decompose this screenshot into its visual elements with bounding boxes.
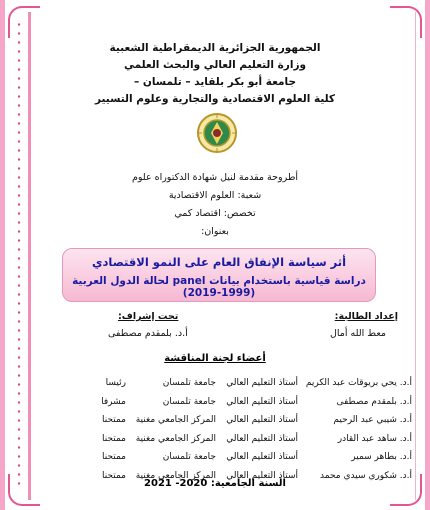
university-seal-icon — [196, 112, 238, 154]
header-university: جامعة أبو بكر بلقايد – تلمسان – — [133, 76, 297, 88]
corner-ornament — [8, 6, 40, 38]
student-label: إعداد الطالبة: — [334, 311, 398, 322]
committee-institution: المركز الجامعي مغنية — [135, 415, 216, 425]
committee-role: ممتحنا — [101, 433, 126, 444]
header-republic: الجمهورية الجزائرية الديمقراطية الشعبية — [109, 42, 321, 54]
supervisor-name: أ.د. بلمقدم مصطفى — [108, 328, 188, 339]
committee-name: أ.د. بلمقدم مصطفى — [336, 396, 412, 407]
dotted-border — [16, 20, 22, 490]
header-ministry: وزارة التعليم العالي والبحث العلمي — [123, 59, 307, 71]
committee-rank: أستاذ التعليم العالي — [226, 378, 298, 388]
header-faculty: كلية العلوم الاقتصادية والتجارية وعلوم التسيير — [94, 93, 336, 105]
committee-role: ممتحنا — [101, 415, 126, 425]
committee-rank: أستاذ التعليم العالي — [226, 470, 298, 481]
committee-name: أ.د. ساهد عبد القادر — [337, 433, 412, 444]
thesis-intro: أطروحة مقدمة لنيل شهادة الدكتوراه علوم — [131, 172, 299, 183]
committee-rank: أستاذ التعليم العالي — [226, 415, 298, 425]
committee-institution: جامعة تلمسان — [162, 378, 216, 388]
committee-institution: المركز الجامعي مغنية — [135, 470, 216, 481]
committee-role: رئيسا — [105, 378, 126, 388]
thesis-title-label: بعنوان: — [201, 226, 229, 237]
committee-heading: أعضاء لجنة المناقشة — [164, 353, 266, 364]
academic-year: السنة الجامعية: 2020- 2021 — [144, 478, 286, 489]
committee-institution: المركز الجامعي مغنية — [135, 433, 216, 444]
committee-name: أ.د. يحي بريوقات عبد الكريم — [305, 378, 412, 388]
committee-role: مشرفا — [101, 396, 126, 407]
thesis-title-line2: دراسة قياسية باستخدام بيانات panel لحالة الدول العربية (1999-2019) — [72, 275, 366, 299]
committee-rank: أستاذ التعليم العالي — [226, 433, 298, 444]
corner-ornament — [390, 6, 422, 38]
thesis-title-box — [62, 248, 376, 302]
student-name: معط الله أمال — [329, 328, 386, 339]
thesis-specialty: تخصص: اقتصاد كمي — [174, 208, 256, 219]
committee-institution: جامعة تلمسان — [162, 452, 216, 462]
committee-role: ممتحنا — [101, 470, 126, 481]
committee-name: أ.د. شيبي عبد الرحيم — [333, 415, 412, 425]
committee-name: أ.د. بطاهر سمير — [351, 452, 412, 462]
thesis-title-line1: أثر سياسة الإنفاق العام على النمو الاقتصادي — [91, 255, 347, 269]
committee-role: ممتحنا — [101, 452, 126, 462]
supervisor-label: تحت إشراف: — [118, 311, 179, 322]
committee-name: أ.د. شكوري سيدي محمد — [320, 470, 412, 481]
committee-rank: أستاذ التعليم العالي — [226, 396, 298, 407]
thesis-branch: شعبة: العلوم الاقتصادية — [168, 190, 262, 201]
committee-institution: جامعة تلمسان — [162, 396, 216, 407]
committee-rank: أستاذ التعليم العالي — [226, 452, 298, 462]
